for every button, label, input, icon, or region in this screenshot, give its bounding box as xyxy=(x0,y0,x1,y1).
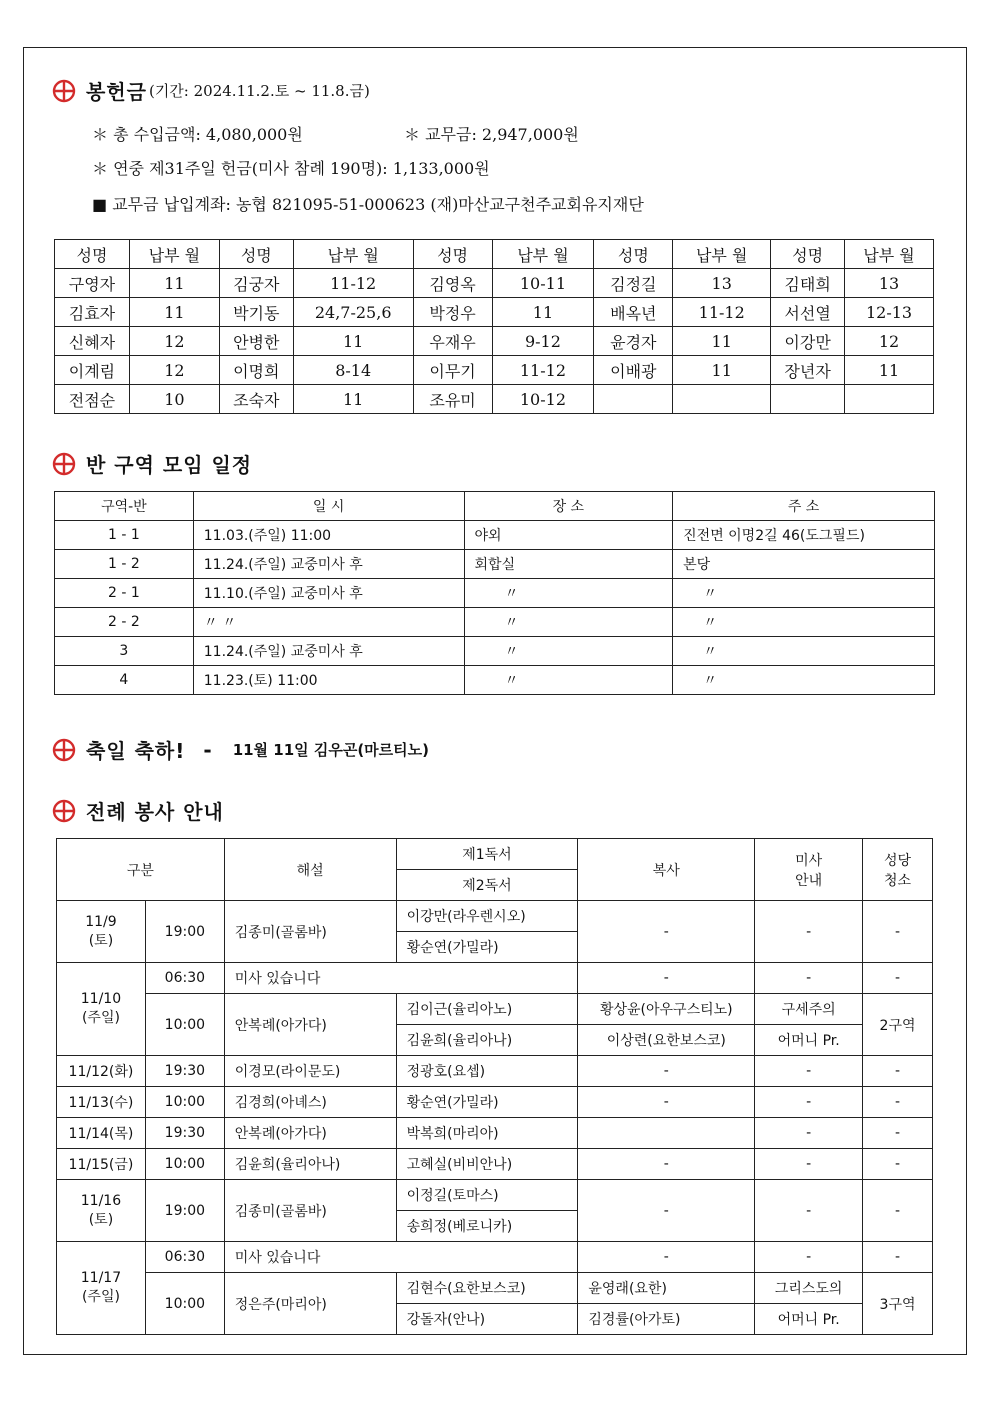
note-cell: 미사 있습니다 xyxy=(224,963,578,994)
meetings-title: 반 구역 모임 일정 xyxy=(86,453,253,477)
datetime-cell: 11.03.(주일) 11:00 xyxy=(193,521,464,550)
commentary-cell: 이경모(라이문도) xyxy=(224,1056,396,1087)
table-row xyxy=(55,666,935,695)
commentary-cell: 안복례(아가다) xyxy=(224,1118,396,1149)
district-cell: 4 xyxy=(55,666,194,695)
offering-section-title xyxy=(52,76,370,105)
server-cell: - xyxy=(578,1180,755,1242)
header-mass-guide-1: 미사 xyxy=(795,852,823,869)
feast-detail: 11월 11일 김우곤(마르티노) xyxy=(232,741,430,759)
table-row xyxy=(57,1180,933,1211)
header-commentary: 해설 xyxy=(224,839,396,901)
name-cell: 조숙자 xyxy=(219,385,293,414)
liturgy-header-row xyxy=(57,839,933,870)
paid-month-cell: 13 xyxy=(845,269,934,298)
paid-month-cell xyxy=(673,385,771,414)
feast-title: 축일 축하! xyxy=(86,739,186,763)
time-cell: 06:30 xyxy=(145,963,224,994)
time-cell: 10:00 xyxy=(145,1087,224,1118)
name-cell: 김정길 xyxy=(594,269,673,298)
paid-month-cell: 11 xyxy=(845,356,934,385)
header-reading1: 제1독서 xyxy=(396,839,578,870)
place-cell: 〃 xyxy=(464,637,673,666)
place-cell: 야외 xyxy=(464,521,673,550)
liturgy-title: 전례 봉사 안내 xyxy=(86,800,224,824)
paid-month-cell: 12 xyxy=(845,327,934,356)
cleaning-cell: - xyxy=(863,1242,933,1273)
datetime-cell: 11.23.(토) 11:00 xyxy=(193,666,464,695)
header-mass-guide xyxy=(755,839,863,901)
address-cell: 〃 xyxy=(673,579,935,608)
cleaning-cell: 2구역 xyxy=(863,994,933,1056)
server-cell: - xyxy=(578,1149,755,1180)
header-cell: 납부 월 xyxy=(845,240,934,269)
commentary-cell: 김종미(골롬바) xyxy=(224,1180,396,1242)
table-row xyxy=(55,579,935,608)
date: 11/10 xyxy=(80,991,122,1007)
note-cell: 미사 있습니다 xyxy=(224,1242,578,1273)
commentary-cell: 안복례(아가다) xyxy=(224,994,396,1056)
name-cell: 전점순 xyxy=(55,385,130,414)
datetime-cell: 11.24.(주일) 교중미사 후 xyxy=(193,637,464,666)
guide-cell: 구세주의 xyxy=(755,994,863,1025)
district-cell: 1 - 2 xyxy=(55,550,194,579)
header-category: 구분 xyxy=(57,839,225,901)
district-cell: 3 xyxy=(55,637,194,666)
time-cell: 19:00 xyxy=(145,1180,224,1242)
commentary-cell: 김윤희(율리아나) xyxy=(224,1149,396,1180)
paid-month-cell: 24,7-25,6 xyxy=(293,298,413,327)
datetime-cell: 11.10.(주일) 교중미사 후 xyxy=(193,579,464,608)
district-cell: 2 - 1 xyxy=(55,579,194,608)
paid-month-cell xyxy=(845,385,934,414)
server-cell: - xyxy=(578,1056,755,1087)
place-cell: 〃 xyxy=(464,608,673,637)
reading1-cell: 이정길(토마스) xyxy=(396,1180,578,1211)
name-cell: 김효자 xyxy=(55,298,130,327)
feast-section xyxy=(52,735,429,764)
header-cell: 성명 xyxy=(413,240,492,269)
address-cell: 〃 xyxy=(673,608,935,637)
date-cell: 11/13(수) xyxy=(57,1087,146,1118)
reading-cell: 황순연(가밀라) xyxy=(396,1087,578,1118)
header-reading2: 제2독서 xyxy=(396,870,578,901)
guide-cell: - xyxy=(755,1242,863,1273)
guide-cell: - xyxy=(755,1087,863,1118)
date-cell: 11/12(화) xyxy=(57,1056,146,1087)
time-cell: 10:00 xyxy=(145,1149,224,1180)
place-cell: 〃 xyxy=(464,579,673,608)
date: 11/9 xyxy=(85,913,117,930)
name-cell: 안병한 xyxy=(219,327,293,356)
time-cell: 10:00 xyxy=(145,1273,224,1335)
paid-month-cell: 10-11 xyxy=(492,269,594,298)
cleaning-cell: - xyxy=(863,1180,933,1242)
meetings-table xyxy=(54,491,935,695)
time-cell: 10:00 xyxy=(145,994,224,1056)
place-cell: 〃 xyxy=(464,666,673,695)
server-cell: - xyxy=(578,1242,755,1273)
guide-cell: 어머니 Pr. xyxy=(755,1304,863,1335)
header-mass-guide-2: 안내 xyxy=(795,872,823,889)
day: (주일) xyxy=(81,1289,120,1305)
commentary-cell: 김경희(아녜스) xyxy=(224,1087,396,1118)
header-cleaning xyxy=(863,839,933,901)
server-cell: 김경률(아가토) xyxy=(578,1304,755,1335)
name-cell: 김태희 xyxy=(771,269,845,298)
paid-month-cell: 13 xyxy=(673,269,771,298)
place-cell: 회합실 xyxy=(464,550,673,579)
server-cell: 황상윤(아우구스티노) xyxy=(578,994,755,1025)
table-row xyxy=(57,1118,933,1149)
server-cell xyxy=(578,1118,755,1149)
reading1-cell: 김이근(율리아노) xyxy=(396,994,578,1025)
name-cell: 이강만 xyxy=(771,327,845,356)
offering-header-row xyxy=(55,240,934,269)
liturgy-table xyxy=(56,838,933,1335)
address-cell: 진전면 이명2길 46(도그필드) xyxy=(673,521,935,550)
name-cell: 이배광 xyxy=(594,356,673,385)
reading-cell: 정광호(요셉) xyxy=(396,1056,578,1087)
table-row xyxy=(55,298,934,327)
liturgy-section-title xyxy=(52,796,224,825)
name-cell: 우재우 xyxy=(413,327,492,356)
table-row xyxy=(55,385,934,414)
reading2-cell: 김윤희(율리아나) xyxy=(396,1025,578,1056)
cleaning-cell: - xyxy=(863,901,933,963)
date: 11/17 xyxy=(80,1270,122,1286)
feast-dash: - xyxy=(203,737,213,762)
cross-circle-icon xyxy=(52,738,76,762)
cross-circle-icon xyxy=(52,79,76,103)
name-cell xyxy=(594,385,673,414)
date: 11/16 xyxy=(80,1192,122,1209)
paid-month-cell: 11-12 xyxy=(673,298,771,327)
paid-month-cell: 12 xyxy=(129,356,219,385)
header-cell: 성명 xyxy=(219,240,293,269)
cleaning-cell: - xyxy=(863,1149,933,1180)
header-cell: 성명 xyxy=(55,240,130,269)
offering-period: (기간: 2024.11.2.토 ~ 11.8.금) xyxy=(148,82,370,100)
total-income: ＊ 총 수입금액: 4,080,000원 xyxy=(92,125,303,144)
datetime-cell: 11.24.(주일) 교중미사 후 xyxy=(193,550,464,579)
name-cell xyxy=(771,385,845,414)
table-row xyxy=(57,1242,933,1273)
district-cell: 1 - 1 xyxy=(55,521,194,550)
header-cell: 납부 월 xyxy=(293,240,413,269)
datetime-cell: 〃 〃 xyxy=(193,608,464,637)
date-cell xyxy=(57,1242,146,1335)
meetings-body xyxy=(55,521,935,695)
header-cleaning-1: 성당 xyxy=(884,852,912,869)
cross-circle-icon xyxy=(52,799,76,823)
table-row xyxy=(55,327,934,356)
paid-month-cell: 11 xyxy=(129,298,219,327)
time-cell: 19:30 xyxy=(145,1118,224,1149)
header-cell: 납부 월 xyxy=(129,240,219,269)
day: (주일) xyxy=(81,1010,120,1026)
guide-cell: - xyxy=(755,963,863,994)
reading1-cell: 이강만(라우렌시오) xyxy=(396,901,578,932)
paid-month-cell: 11 xyxy=(673,327,771,356)
account-info: ■ 교무금 납입계좌: 농협 821095-51-000623 (재)마산교구천주교회유지재단 xyxy=(92,195,644,214)
cross-circle-icon xyxy=(52,452,76,476)
guide-cell: 어머니 Pr. xyxy=(755,1025,863,1056)
time-cell: 19:00 xyxy=(145,901,224,963)
name-cell: 신혜자 xyxy=(55,327,130,356)
name-cell: 박정우 xyxy=(413,298,492,327)
paid-month-cell: 10-12 xyxy=(492,385,594,414)
guide-cell: - xyxy=(755,1056,863,1087)
header-cell: 일 시 xyxy=(193,492,464,521)
table-row xyxy=(57,1149,933,1180)
paid-month-cell: 12 xyxy=(129,327,219,356)
paid-month-cell: 11 xyxy=(293,385,413,414)
header-cell: 장 소 xyxy=(464,492,673,521)
paid-month-cell: 11 xyxy=(129,269,219,298)
cleaning-cell: 3구역 xyxy=(863,1273,933,1335)
guide-cell: 그리스도의 xyxy=(755,1273,863,1304)
header-cell: 주 소 xyxy=(673,492,935,521)
header-server: 복사 xyxy=(578,839,755,901)
table-row xyxy=(57,1273,933,1304)
cleaning-cell: - xyxy=(863,1087,933,1118)
name-cell: 김영옥 xyxy=(413,269,492,298)
paid-month-cell: 11 xyxy=(492,298,594,327)
table-row xyxy=(55,356,934,385)
day: (토) xyxy=(88,1211,114,1228)
table-row xyxy=(55,521,935,550)
name-cell: 이무기 xyxy=(413,356,492,385)
reading-cell: 박복희(마리아) xyxy=(396,1118,578,1149)
header-cell: 납부 월 xyxy=(492,240,594,269)
diocese-fee: ＊ 교무금: 2,947,000원 xyxy=(404,125,579,144)
date-cell xyxy=(57,963,146,1056)
server-cell: - xyxy=(578,1087,755,1118)
paid-month-cell: 9-12 xyxy=(492,327,594,356)
date-cell: 11/15(금) xyxy=(57,1149,146,1180)
guide-cell: - xyxy=(755,1180,863,1242)
offering-table xyxy=(54,239,934,414)
name-cell: 이계림 xyxy=(55,356,130,385)
day: (토) xyxy=(88,932,114,949)
name-cell: 서선열 xyxy=(771,298,845,327)
address-cell: 〃 xyxy=(673,666,935,695)
name-cell: 장년자 xyxy=(771,356,845,385)
address-cell: 본당 xyxy=(673,550,935,579)
table-row xyxy=(57,901,933,932)
district-cell: 2 - 2 xyxy=(55,608,194,637)
cleaning-cell: - xyxy=(863,963,933,994)
reading-cell: 고혜실(비비안나) xyxy=(396,1149,578,1180)
cleaning-cell: - xyxy=(863,1118,933,1149)
date-cell xyxy=(57,901,146,963)
table-row xyxy=(55,269,934,298)
reading2-cell: 송희정(베로니카) xyxy=(396,1211,578,1242)
header-cell: 성명 xyxy=(594,240,673,269)
paid-month-cell: 11 xyxy=(293,327,413,356)
server-cell: - xyxy=(578,963,755,994)
cleaning-cell: - xyxy=(863,1056,933,1087)
header-cell: 구역-반 xyxy=(55,492,194,521)
table-row xyxy=(55,550,935,579)
server-cell: 이상련(요한보스코) xyxy=(578,1025,755,1056)
commentary-cell: 정은주(마리아) xyxy=(224,1273,396,1335)
guide-cell: - xyxy=(755,1118,863,1149)
name-cell: 김궁자 xyxy=(219,269,293,298)
table-row xyxy=(57,1087,933,1118)
offering-title: 봉헌금 xyxy=(86,80,147,104)
server-cell: - xyxy=(578,901,755,963)
name-cell: 배옥년 xyxy=(594,298,673,327)
commentary-cell: 김종미(골롬바) xyxy=(224,901,396,963)
meetings-header-row xyxy=(55,492,935,521)
time-cell: 06:30 xyxy=(145,1242,224,1273)
meetings-section-title xyxy=(52,449,252,478)
table-row xyxy=(57,1056,933,1087)
paid-month-cell: 11-12 xyxy=(492,356,594,385)
server-cell: 윤영래(요한) xyxy=(578,1273,755,1304)
guide-cell: - xyxy=(755,1149,863,1180)
date-cell xyxy=(57,1180,146,1242)
table-row xyxy=(57,963,933,994)
sunday-offering: ＊ 연중 제31주일 헌금(미사 참례 190명): 1,133,000원 xyxy=(92,159,490,178)
paid-month-cell: 12-13 xyxy=(845,298,934,327)
reading2-cell: 강돌자(안나) xyxy=(396,1304,578,1335)
guide-cell: - xyxy=(755,901,863,963)
header-cell: 성명 xyxy=(771,240,845,269)
name-cell: 조유미 xyxy=(413,385,492,414)
paid-month-cell: 10 xyxy=(129,385,219,414)
paid-month-cell: 11-12 xyxy=(293,269,413,298)
paid-month-cell: 8-14 xyxy=(293,356,413,385)
table-row xyxy=(55,608,935,637)
name-cell: 구영자 xyxy=(55,269,130,298)
header-cell: 납부 월 xyxy=(673,240,771,269)
date-cell: 11/14(목) xyxy=(57,1118,146,1149)
address-cell: 〃 xyxy=(673,637,935,666)
offering-body xyxy=(55,269,934,414)
time-cell: 19:30 xyxy=(145,1056,224,1087)
reading2-cell: 황순연(가밀라) xyxy=(396,932,578,963)
name-cell: 박기동 xyxy=(219,298,293,327)
header-cleaning-2: 청소 xyxy=(884,872,912,889)
name-cell: 윤경자 xyxy=(594,327,673,356)
paid-month-cell: 11 xyxy=(673,356,771,385)
table-row xyxy=(55,637,935,666)
name-cell: 이명희 xyxy=(219,356,293,385)
reading1-cell: 김현수(요한보스코) xyxy=(396,1273,578,1304)
table-row xyxy=(57,994,933,1025)
